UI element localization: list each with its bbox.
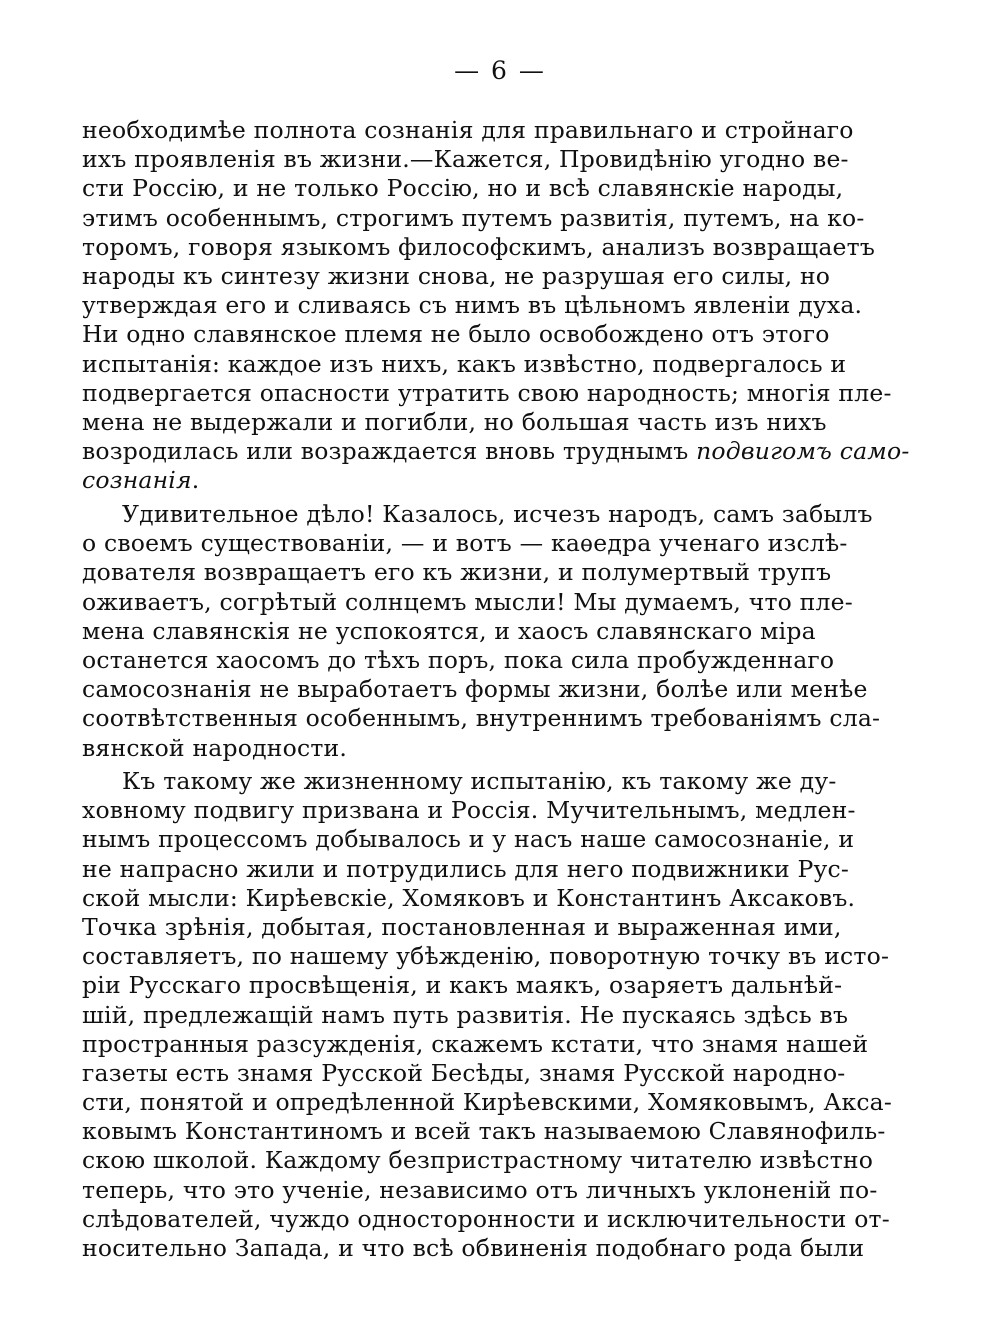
- text-line: ковымъ Константиномъ и всей такъ называемою Славянофиль-: [82, 1117, 886, 1146]
- paragraph-2: [82, 500, 881, 763]
- text-line: теперь, что это ученіе, независимо отъ личныхъ уклоненій по-: [82, 1175, 878, 1204]
- text-line: Къ такому же жизненному испытанію, къ такому же ду-: [122, 767, 837, 795]
- text-line: ховному подвигу призвана и Россія. Мучительнымъ, медлен-: [82, 796, 856, 825]
- text-line: необходимѣе полнота сознанія для правильнаго и стройнаго: [82, 116, 854, 144]
- text-line: ской мысли: Кирѣевскіе, Хомяковъ и Константинъ Аксаковъ.: [82, 883, 856, 912]
- text-line: самосознанія не выработаетъ формы жизни, болѣе или менѣе: [82, 675, 868, 704]
- text-line: испытанія: каждое изъ нихъ, какъ извѣстно, подвергалось и: [82, 349, 847, 378]
- text-line: мена славянскія не успокоятся, и хаосъ славянскаго міра: [82, 616, 816, 645]
- text-line: торомъ, говоря языкомъ философскимъ, анализъ возвращаетъ: [82, 232, 875, 261]
- page-number: — 6 —: [454, 56, 546, 85]
- text-line: шій, предлежащій намъ путь развитія. Не пускаясь здѣсь въ: [82, 1000, 849, 1029]
- text-line: газеты есть знамя Русской Бесѣды, знамя Русской народно-: [82, 1058, 846, 1087]
- text-line: мена не выдержали и погибли, но большая часть изъ нихъ: [82, 407, 827, 436]
- text-line: скою школой. Каждому безпристрастному читателю извѣстно: [82, 1146, 874, 1175]
- text-segment: .: [191, 466, 200, 495]
- text-line: ріи Русскаго просвѣщенія, и какъ маякъ, озаряетъ дальнѣй-: [82, 971, 843, 1000]
- text-line: ихъ проявленія въ жизни.—Кажется, Провидѣнію угодно ве-: [82, 145, 849, 174]
- text-segment: возродилась или возраждается вновь труднымъ: [82, 437, 689, 466]
- text-line: Точка зрѣнія, добытая, постановленная и выраженная ими,: [82, 912, 842, 941]
- text-line: останется хаосомъ до тѣхъ поръ, пока сила пробужденнаго: [82, 645, 835, 674]
- text-line-last: [82, 466, 808, 495]
- text-line: носительно Запада, и что всѣ обвиненія подобнаго рода были: [82, 1234, 865, 1262]
- text-line: нымъ процессомъ добывалось и у насъ наше самосознаніе, и: [82, 825, 855, 854]
- text-line: оживаетъ, согрѣтый солнцемъ мысли! Мы думаемъ, что пле-: [82, 587, 853, 616]
- text-line: дователя возвращаетъ его къ жизни, и полумертвый трупъ: [82, 558, 832, 587]
- text-line: Удивительное дѣло! Казалось, исчезъ народъ, самъ забылъ: [122, 500, 873, 528]
- text-line: Ни одно славянское племя не было освобождено отъ этого: [82, 320, 830, 349]
- emphasis-text: подвигомъ само-: [696, 437, 910, 466]
- text-line: составляетъ, по нашему убѣжденію, поворотную точку въ исто-: [82, 942, 890, 971]
- emphasis-text: сознанія: [82, 466, 192, 495]
- text-line: утверждая его и сливаясь съ нимъ въ цѣльномъ явленіи духа.: [82, 291, 863, 320]
- text-line: не напрасно жили и потрудились для него подвижники Рус-: [82, 854, 850, 883]
- text-line: народы къ синтезу жизни снова, не разрушая его силы, но: [82, 261, 831, 290]
- text-line: слѣдователей, чуждо односторонности и исключительности от-: [82, 1204, 890, 1233]
- text-line-last: вянской народности.: [82, 733, 348, 762]
- text-line-with-emphasis: [82, 437, 910, 466]
- text-line: соотвѣтственныя особеннымъ, внутреннимъ требованіямъ сла-: [82, 704, 881, 733]
- text-line: подвергается опасности утратить свою народность; многія пле-: [82, 378, 892, 407]
- text-line: сти, понятой и опредѣленной Кирѣевскими, Хомяковымъ, Акса-: [82, 1088, 893, 1117]
- text-line: о своемъ существованіи, — и вотъ — каѳедра ученаго изслѣ-: [82, 529, 848, 558]
- paragraph-3: [82, 767, 893, 1263]
- text-line: пространныя разсужденія, скажемъ кстати, что знамя нашей: [82, 1029, 869, 1058]
- paragraph-1: [82, 116, 910, 495]
- text-line: этимъ особеннымъ, строгимъ путемъ развитія, путемъ, на ко-: [82, 203, 865, 232]
- text-line: сти Россію, и не только Россію, но и всѣ славянскіе народы,: [82, 174, 844, 203]
